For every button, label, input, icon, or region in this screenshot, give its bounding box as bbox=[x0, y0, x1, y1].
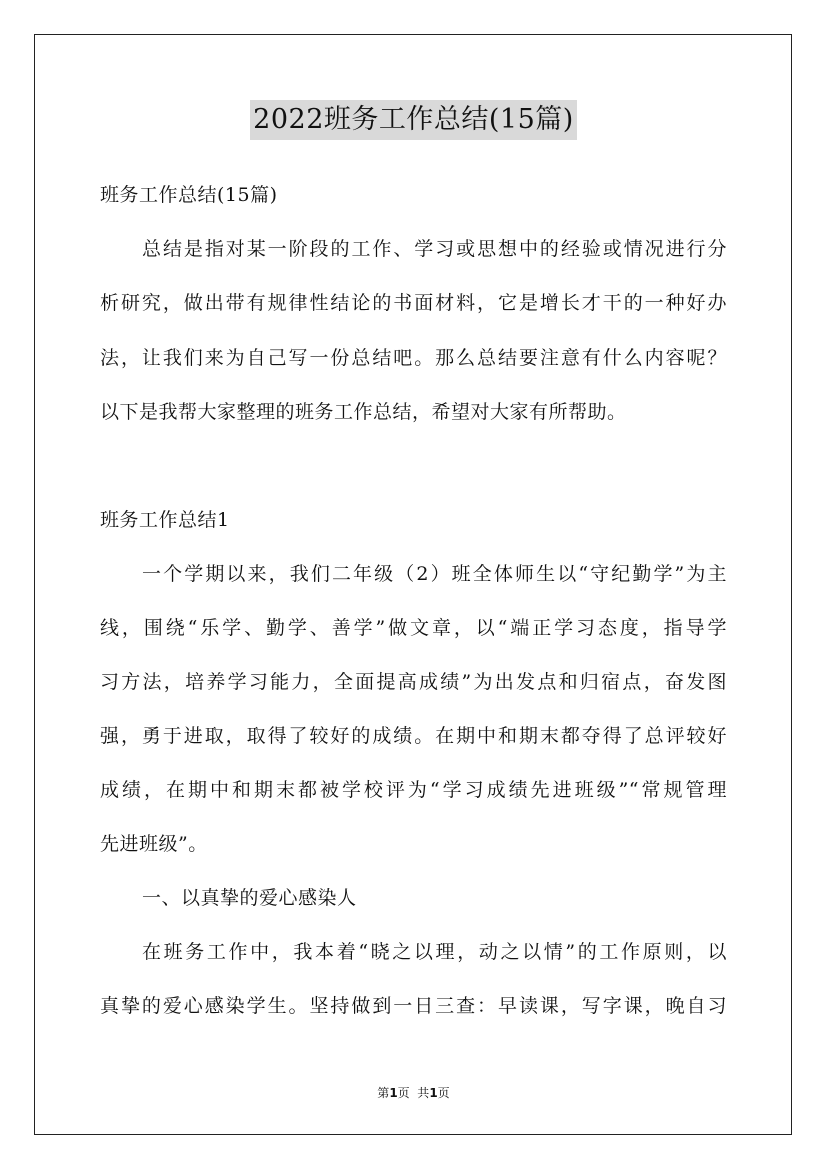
footer-page-number: 1 bbox=[389, 1086, 398, 1100]
subsection-heading: 一、以真挚的爱心感染人 bbox=[142, 887, 357, 909]
paragraph-line: 一个学期以来，我们二年级（2）班全体师生以“守纪勤学”为主 bbox=[142, 563, 727, 585]
document-title: 2022班务工作总结(15篇) bbox=[250, 100, 577, 140]
footer-mid: 页 共 bbox=[397, 1086, 430, 1100]
section-heading: 班务工作总结1 bbox=[100, 509, 230, 531]
paragraph-line: 析研究，做出带有规律性结论的书面材料，它是增长才干的一种好办 bbox=[100, 292, 727, 314]
footer-prefix: 第 bbox=[377, 1086, 390, 1100]
footer-suffix: 页 bbox=[437, 1086, 450, 1100]
paragraph-line: 先进班级”。 bbox=[100, 833, 208, 855]
paragraph-line: 成绩，在期中和期末都被学校评为“学习成绩先进班级”“常规管理 bbox=[100, 779, 727, 801]
page-footer bbox=[0, 1085, 827, 1101]
paragraph-line: 总结是指对某一阶段的工作、学习或思想中的经验或情况进行分 bbox=[142, 238, 727, 260]
title-container bbox=[0, 100, 827, 140]
footer-total-pages: 1 bbox=[429, 1086, 438, 1100]
paragraph-line: 以下是我帮大家整理的班务工作总结，希望对大家有所帮助。 bbox=[100, 401, 627, 423]
paragraph-line: 习方法，培养学习能力，全面提高成绩”为出发点和归宿点，奋发图 bbox=[100, 671, 727, 693]
paragraph-line: 法，让我们来为自己写一份总结吧。那么总结要注意有什么内容呢？ bbox=[100, 347, 727, 369]
paragraph-line: 在班务工作中，我本着“晓之以理，动之以情”的工作原则，以 bbox=[142, 941, 727, 963]
paragraph-line: 线，围绕“乐学、勤学、善学”做文章，以“端正学习态度，指导学 bbox=[100, 617, 727, 639]
paragraph-line: 强，勇于进取，取得了较好的成绩。在期中和期末都夺得了总评较好 bbox=[100, 725, 727, 747]
paragraph-line: 真挚的爱心感染学生。坚持做到一日三查：早读课，写字课，晚自习 bbox=[100, 995, 727, 1017]
subtitle-line: 班务工作总结(15篇) bbox=[100, 184, 278, 206]
